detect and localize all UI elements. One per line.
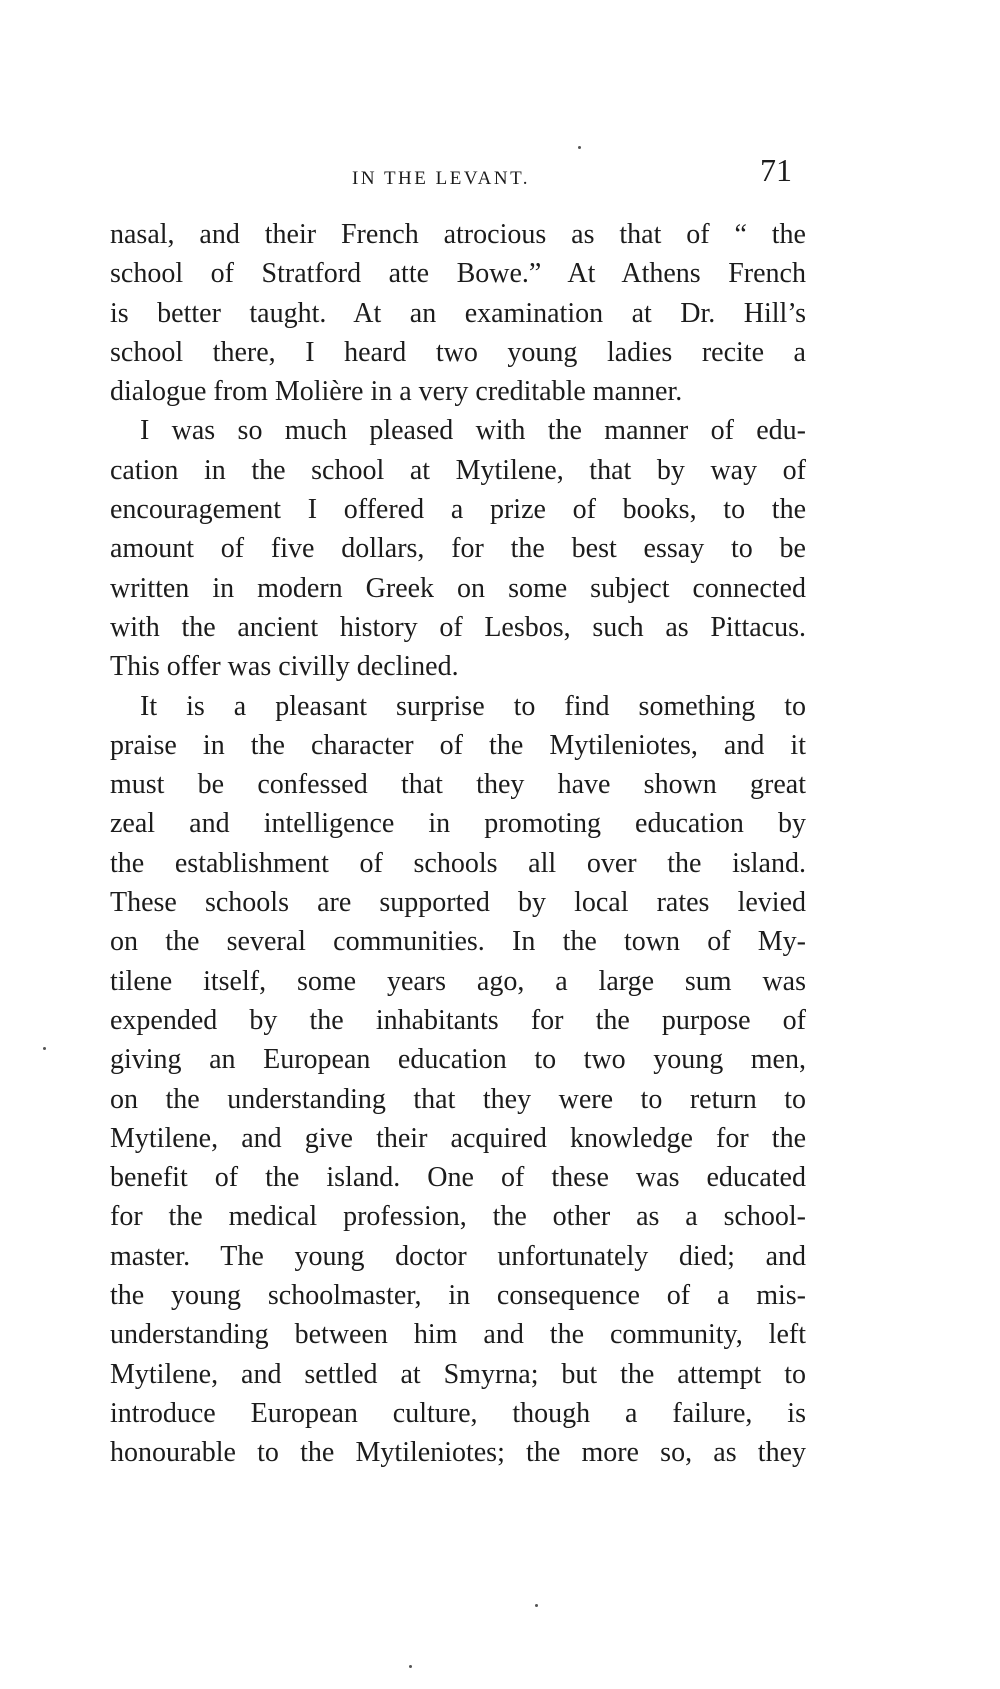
text-line: school there, I heard two young ladies recite a [110, 336, 806, 368]
text-line: introduce European culture, though a failure, is [110, 1397, 806, 1429]
text-line: giving an European education to two young men, [110, 1044, 806, 1076]
print-speck [578, 146, 581, 149]
text-line: with the ancient history of Lesbos, such as Pittacus. [110, 611, 806, 643]
print-speck [409, 1665, 412, 1668]
print-speck [535, 1604, 538, 1607]
text-line: praise in the character of the Mytileniotes, and it [110, 729, 806, 761]
text-line: nasal, and their French atrocious as that of “ the [110, 219, 806, 250]
text-line: benefit of the island. One of these was educated [110, 1162, 806, 1194]
text-line: These schools are supported by local rates levied [110, 887, 806, 919]
text-line: the young schoolmaster, in consequence of a mis- [110, 1280, 806, 1312]
text-line: must be confessed that they have shown great [110, 769, 806, 801]
print-speck [43, 1047, 46, 1050]
text-line: I was so much pleased with the manner of edu- [140, 415, 806, 447]
text-line: encouragement I offered a prize of books, to the [110, 494, 806, 526]
text-line: school of Stratford atte Bowe.” At Athens French [110, 258, 806, 290]
text-line: cation in the school at Mytilene, that by way of [110, 454, 806, 486]
body-text [110, 215, 806, 1473]
text-line: for the medical profession, the other as a school- [110, 1201, 806, 1233]
text-line: expended by the inhabitants for the purpose of [110, 1004, 806, 1036]
text-line: Mytilene, and settled at Smyrna; but the attempt to [110, 1358, 806, 1390]
text-line: understanding between him and the community, left [110, 1319, 806, 1351]
text-line: Mytilene, and give their acquired knowledge for the [110, 1122, 806, 1154]
text-line: on the several communities. In the town of My- [110, 926, 806, 958]
text-line: zeal and intelligence in promoting education by [110, 808, 806, 840]
text-line: on the understanding that they were to return to [110, 1083, 806, 1115]
text-line: master. The young doctor unfortunately died; and [110, 1240, 806, 1272]
text-line: the establishment of schools all over the island. [110, 847, 806, 879]
text-line: This offer was civilly declined. [110, 651, 459, 683]
text-line: honourable to the Mytileniotes; the more so, as they [110, 1437, 806, 1469]
text-line: written in modern Greek on some subject connected [110, 572, 806, 604]
running-head: IN THE LEVANT. [352, 168, 531, 189]
text-line: amount of five dollars, for the best essay to be [110, 533, 806, 565]
text-line: It is a pleasant surprise to find something to [140, 690, 806, 722]
text-line: tilene itself, some years ago, a large sum was [110, 965, 806, 997]
text-line: dialogue from Molière in a very creditable manner. [110, 376, 683, 408]
text-line: is better taught. At an examination at Dr. Hill’s [110, 297, 806, 329]
page-number: 71 [760, 152, 792, 188]
